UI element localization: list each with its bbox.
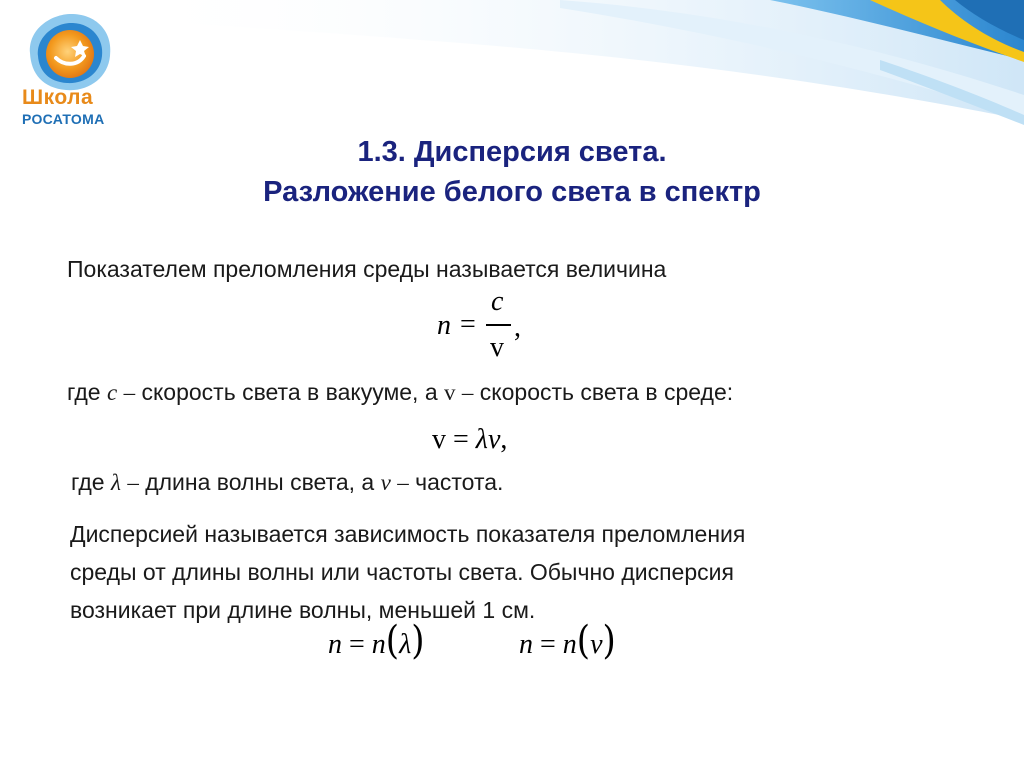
formula-n-of-lambda — [328, 618, 425, 664]
paragraph-line-2: среды от длины волны или частоты света. Обычно дисперсия — [70, 559, 734, 585]
formula1-fraction-bar — [486, 324, 511, 326]
logo-text-rosatoma: РОСАТОМА — [22, 111, 105, 127]
line3-wavelength-text: длина волны света, а — [145, 469, 375, 495]
line3-dash2: – — [397, 470, 409, 495]
formula3-lambda: λ — [399, 629, 412, 660]
formula-n-of-nu — [519, 618, 616, 664]
formula3-nu: ν — [590, 629, 603, 660]
formula3-n2: n — [371, 629, 386, 660]
formula3-n3: n — [519, 629, 533, 660]
formula3-n1: n — [328, 629, 342, 660]
line3-dash1: – — [127, 470, 139, 495]
formula2-equals: = — [453, 424, 469, 455]
formula3-n4: n — [562, 629, 577, 660]
formula3-equals1: = — [349, 629, 365, 660]
formula-velocity — [432, 424, 507, 456]
title-line-2: Разложение белого света в спектр — [263, 176, 761, 208]
line3-nu: ν — [380, 470, 391, 495]
velocity-explanation — [67, 379, 733, 406]
formula1-denominator: v — [490, 332, 504, 363]
wavelength-explanation — [71, 469, 503, 496]
formula3-lparen2: ( — [576, 618, 591, 664]
slide-title — [0, 132, 1024, 212]
line2-vacuum-text: скорость света в вакууме, а — [141, 379, 438, 405]
line2-medium-text: скорость света в среде: — [479, 379, 734, 405]
formula3-lparen1: ( — [385, 618, 400, 664]
formula1-equals: = — [460, 309, 476, 340]
definition-text: Показателем преломления среды называется величина — [67, 256, 667, 282]
formula2-v: v — [432, 424, 446, 455]
formula3-rparen2: ) — [602, 618, 616, 664]
paragraph-line-3: возникает при длине волны, меньшей 1 см. — [70, 597, 536, 623]
formula3-rparen1: ) — [411, 618, 425, 664]
logo-text-shkola: Школа — [22, 86, 94, 109]
formula1-lhs: n — [437, 310, 451, 341]
line2-dash2: – — [461, 380, 474, 405]
formula2-comma: , — [500, 424, 508, 455]
line3-lambda: λ — [110, 470, 121, 495]
line2-c: c — [106, 380, 118, 405]
line2-dash1: – — [123, 380, 136, 405]
line3-frequency-text: частота. — [415, 469, 504, 495]
formula1-comma: , — [514, 312, 521, 343]
paragraph-line-1: Дисперсией называется зависимость показателя преломления — [70, 521, 746, 547]
line2-v: v — [444, 380, 456, 405]
line3-where: где — [71, 469, 105, 495]
title-line-1: 1.3. Дисперсия света. — [357, 136, 667, 168]
formula1-numerator: c — [491, 286, 504, 317]
formula2-nu: ν — [487, 424, 501, 455]
line2-where: где — [67, 379, 101, 405]
formula3-equals2: = — [540, 629, 556, 660]
formula2-lambda: λ — [475, 424, 488, 455]
dispersion-definition — [70, 515, 950, 629]
